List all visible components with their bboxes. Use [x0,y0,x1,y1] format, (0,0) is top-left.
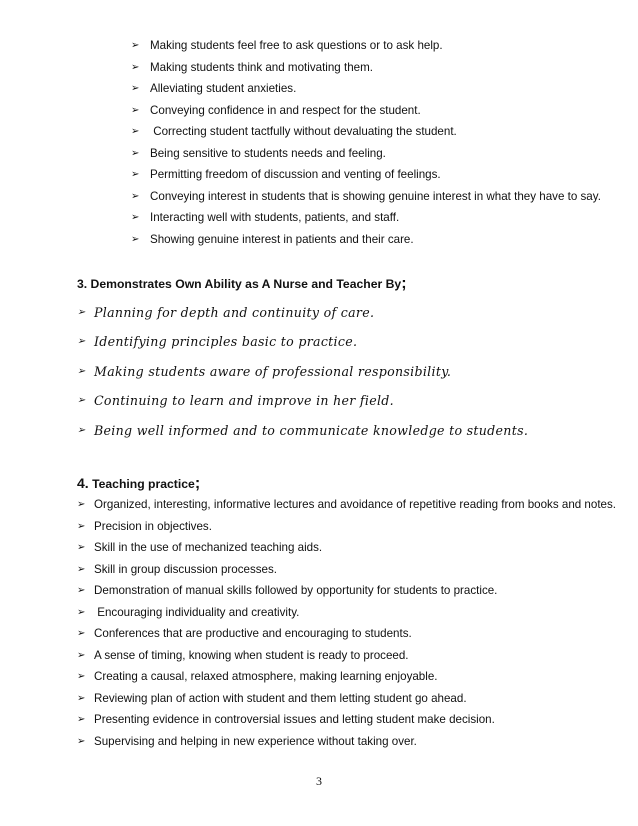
page-number: 3 [316,774,322,788]
arrow-bullet-icon: ➢ [77,563,86,575]
section-3-heading-semicolon: ; [401,275,407,292]
arrow-bullet-icon: ➢ [131,40,140,51]
list-item-text: Making students think and motivating them. [150,60,373,74]
list-item [131,57,611,79]
list-item-text: Being well informed and to communicate knowledge to students. [94,422,529,438]
list-item-text: Interacting well with students, patients, and staff. [150,211,400,224]
arrow-bullet-icon: ➢ [77,395,86,407]
list-item [131,100,611,122]
list-item [131,186,611,208]
list-item-text: Alleviating student anxieties. [150,82,297,95]
arrow-bullet-icon: ➢ [77,520,86,532]
arrow-bullet-icon: ➢ [131,233,140,245]
section-4-bullet-list [77,494,617,752]
list-item-text: Skill in the use of mechanized teaching aids. [94,541,323,554]
list-item [131,35,611,57]
top-bullet-list [131,35,611,250]
arrow-bullet-icon: ➢ [77,649,86,661]
arrow-bullet-icon: ➢ [77,307,86,318]
list-item-text: Planning for depth and continuity of care. [94,305,375,320]
arrow-bullet-icon: ➢ [131,212,140,223]
arrow-bullet-icon: ➢ [131,190,140,202]
list-item [77,327,617,356]
list-item-text: Creating a causal, relaxed atmosphere, making learning enjoyable. [94,670,438,683]
arrow-bullet-icon: ➢ [77,714,86,725]
list-item [77,623,617,645]
arrow-bullet-icon: ➢ [131,61,140,73]
list-item [131,121,611,143]
arrow-bullet-icon: ➢ [77,606,86,618]
list-item [77,416,617,445]
arrow-bullet-icon: ➢ [77,542,86,553]
arrow-bullet-icon: ➢ [131,126,140,137]
arrow-bullet-icon: ➢ [77,692,86,704]
list-item-text: Precision in objectives. [94,519,212,533]
section-3-heading [77,273,407,295]
section-3-bullet-list [77,298,617,445]
list-item [77,709,617,731]
list-item [77,731,617,753]
list-item-text: Conveying interest in students that is showing genuine interest in what they have to say. [150,189,601,203]
list-item [77,645,617,667]
list-item-text: Supervising and helping in new experience without taking over. [94,734,417,748]
section-4-heading-text: Teaching practice [88,477,195,491]
list-item [131,164,611,186]
section-4-heading [77,472,200,495]
list-item-text: Continuing to learn and improve in her field. [94,393,394,409]
arrow-bullet-icon: ➢ [77,365,86,377]
list-item-text: Correcting student tactfully without devaluating the student. [150,125,457,138]
list-item-text: Making students feel free to ask questions or to ask help. [150,39,443,52]
arrow-bullet-icon: ➢ [77,671,86,682]
list-item-text: Encouraging individuality and creativity. [94,605,300,619]
list-item [77,580,617,602]
list-item-text: Identifying principles basic to practice. [94,334,358,350]
list-item-text: Reviewing plan of action with student and them letting student go ahead. [94,691,467,705]
list-item [131,143,611,165]
list-item-text: Being sensitive to students needs and feeling. [150,146,386,160]
arrow-bullet-icon: ➢ [77,336,86,348]
arrow-bullet-icon: ➢ [77,628,86,639]
list-item [131,229,611,251]
section-3-heading-text: 3. Demonstrates Own Ability as A Nurse and Teacher By [77,277,402,291]
list-item-text: A sense of timing, knowing when student is ready to proceed. [94,648,409,662]
arrow-bullet-icon: ➢ [77,735,86,747]
list-item [77,298,617,327]
list-item-text: Making students aware of professional responsibility. [94,363,452,379]
list-item-text: Presenting evidence in controversial issues and letting student make decision. [94,713,495,726]
list-item-text: Showing genuine interest in patients and their care. [150,232,414,246]
arrow-bullet-icon: ➢ [131,169,140,180]
list-item [77,537,617,559]
list-item [77,688,617,710]
list-item-text: Conveying confidence in and respect for the student. [150,103,421,117]
list-item [131,78,611,100]
list-item-text: Organized, interesting, informative lectures and avoidance of repetitive reading from books and notes. [94,498,617,511]
list-item [131,207,611,229]
arrow-bullet-icon: ➢ [131,147,140,159]
list-item [77,666,617,688]
list-item [77,357,617,386]
arrow-bullet-icon: ➢ [77,499,86,510]
arrow-bullet-icon: ➢ [77,585,86,596]
arrow-bullet-icon: ➢ [77,424,86,436]
list-item [77,516,617,538]
arrow-bullet-icon: ➢ [131,104,140,116]
list-item [77,602,617,624]
section-4-number: 4. [77,475,89,491]
list-item [77,559,617,581]
list-item [77,494,617,516]
list-item-text: Demonstration of manual skills followed by opportunity for students to practice. [94,584,498,597]
list-item [77,386,617,415]
list-item-text: Permitting freedom of discussion and venting of feelings. [150,168,441,181]
section-4-heading-semicolon: ; [194,475,201,492]
list-item-text: Skill in group discussion processes. [94,562,278,576]
list-item-text: Conferences that are productive and encouraging to students. [94,627,412,640]
arrow-bullet-icon: ➢ [131,83,140,94]
